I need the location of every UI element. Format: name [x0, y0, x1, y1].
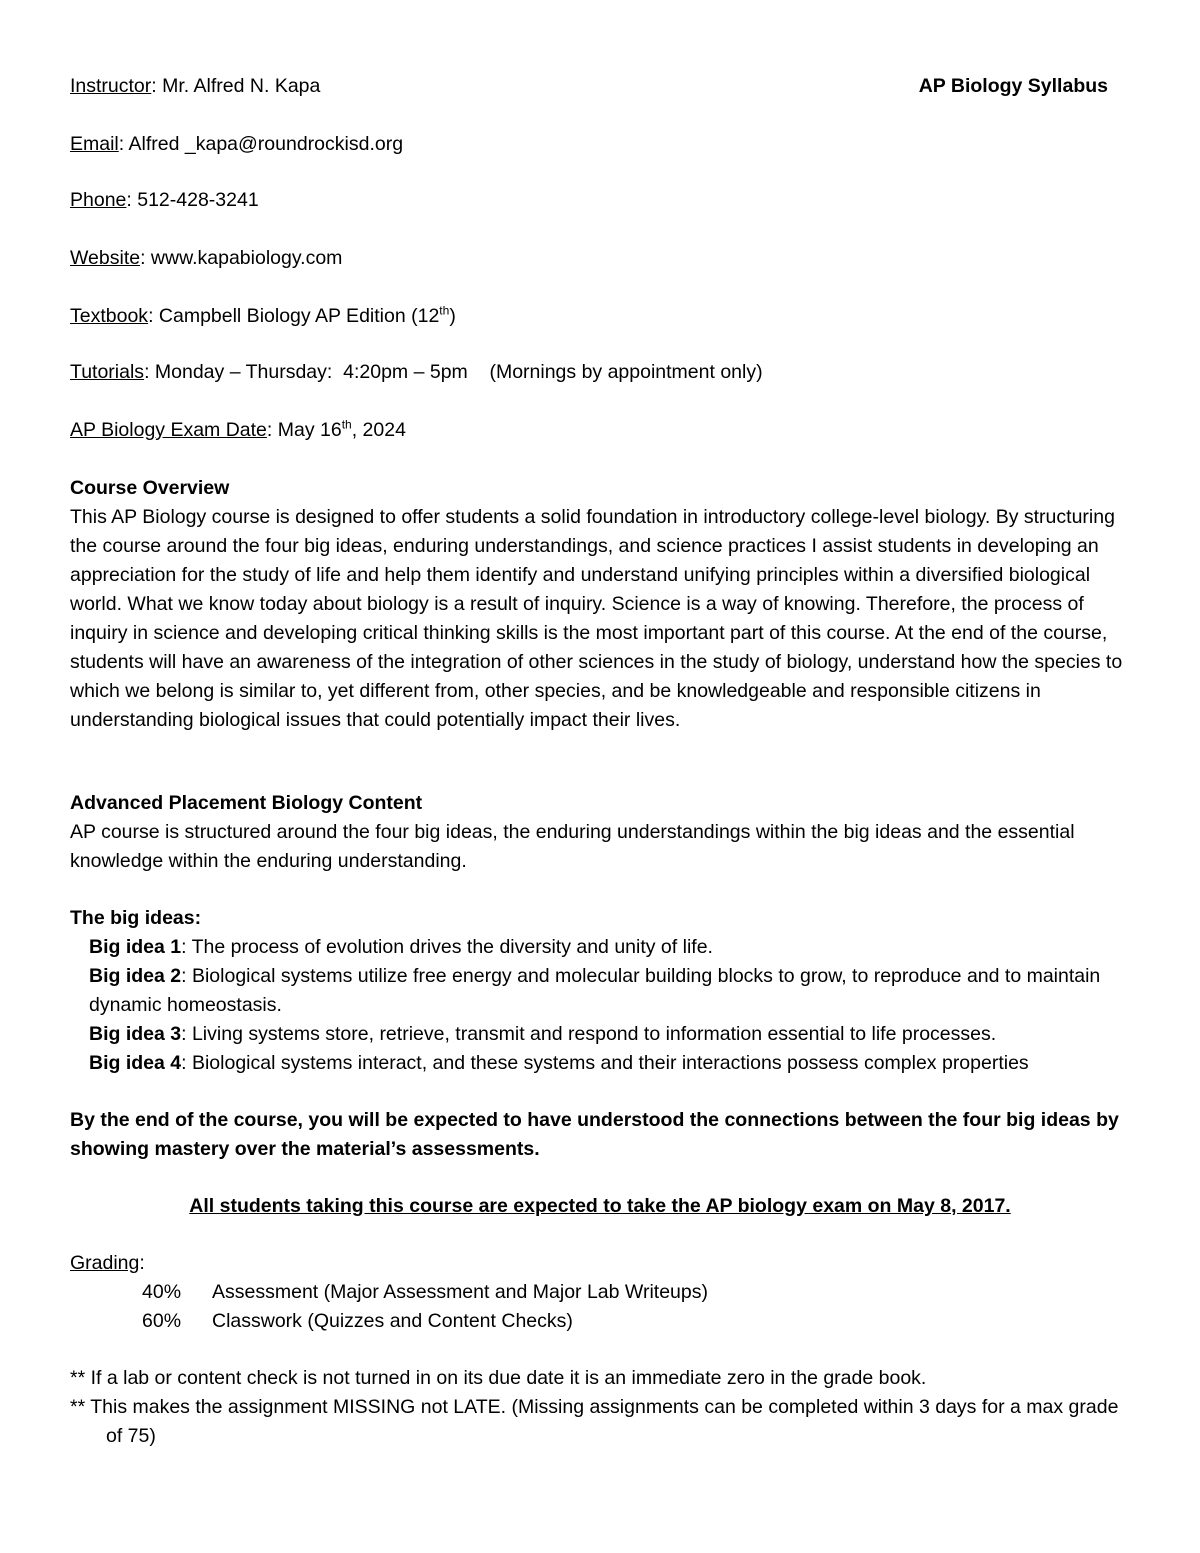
course-overview-body: This AP Biology course is designed to offer students a solid foundation in introductory college-level biology. By structuring the course around the four big ideas, enduring understandings, and science practices I assist students in developing an appreciation for the study of life and help them identify and understand unifying principles within a diversified biological world. What we know today about biology is a result of inquiry. Science is a way of knowing. Therefore, the process of inquiry in science and developing critical thinking skills is the most important part of this course. At the end of the course, students will have an awareness of the integration of other sciences in the study of biology, understand how the species to which we belong is similar to, yet different from, other species, and be knowledgeable and responsible citizens in understanding biological issues that could potentially impact their lives.	[70, 506, 1123, 731]
big-ideas-heading: The big ideas:	[70, 907, 202, 929]
website-value: : www.kapabiology.com	[140, 247, 343, 269]
tutorials-label: Tutorials	[70, 361, 145, 383]
email-line	[70, 130, 1130, 159]
big-idea-label: Big idea 2	[89, 965, 182, 987]
course-overview-section	[70, 474, 1135, 735]
textbook-line	[70, 302, 1130, 331]
grading-percent: 60%	[142, 1310, 182, 1332]
phone-value: : 512-428-3241	[126, 189, 259, 211]
grading-heading	[70, 1249, 1130, 1278]
website-line	[70, 244, 1130, 273]
big-idea-label: Big idea 3	[89, 1023, 182, 1045]
big-idea-text: : Biological systems utilize free energy and molecular building blocks to grow, to reproduce and to maintain dynamic homeostasis.	[89, 965, 1101, 1016]
big-ideas-section	[70, 904, 1135, 1078]
textbook-superscript: th	[439, 303, 450, 318]
course-overview-heading: Course Overview	[70, 477, 230, 499]
textbook-label: Textbook	[70, 305, 149, 327]
tutorials-line	[70, 358, 1130, 387]
instructor-value: : Mr. Alfred N. Kapa	[151, 75, 321, 97]
grading-description: Classwork (Quizzes and Content Checks)	[212, 1310, 573, 1332]
grading-colon: :	[139, 1252, 145, 1274]
instructor-label: Instructor	[70, 75, 152, 97]
website-label: Website	[70, 247, 141, 269]
big-idea-item	[70, 1020, 1135, 1049]
grading-row	[142, 1278, 708, 1307]
document-title: AP Biology Syllabus	[918, 75, 1108, 97]
big-idea-item	[70, 933, 1135, 962]
big-idea-label: Big idea 4	[89, 1052, 182, 1074]
exam-date-superscript: th	[341, 417, 352, 432]
exam-date-line	[70, 416, 1130, 445]
email-value: : Alfred _kapa@roundrockisd.org	[118, 133, 404, 155]
grading-row	[142, 1307, 573, 1336]
phone-line	[70, 186, 1130, 215]
textbook-value: : Campbell Biology AP Edition (12	[148, 305, 440, 327]
ap-content-section	[70, 789, 1135, 876]
big-idea-label: Big idea 1	[89, 936, 182, 958]
textbook-value-end: )	[449, 305, 456, 327]
big-idea-text: : Living systems store, retrieve, transmit and respond to information essential to life processes.	[181, 1023, 997, 1045]
ap-content-heading: Advanced Placement Biology Content	[70, 792, 423, 814]
grading-percent: 40%	[142, 1281, 182, 1303]
phone-label: Phone	[70, 189, 127, 211]
tutorials-value: : Monday – Thursday: 4:20pm – 5pm (Mornings by appointment only)	[144, 361, 763, 383]
late-policy-note	[70, 1364, 1140, 1451]
expectation-statement: By the end of the course, you will be expected to have understood the connections between the four big ideas by showing mastery over the material’s assessments.	[70, 1109, 1119, 1160]
exam-date-value-end: , 2024	[351, 419, 406, 441]
grading-label: Grading	[70, 1252, 140, 1274]
big-idea-text: : The process of evolution drives the diversity and unity of life.	[181, 936, 713, 958]
instructor-line	[70, 72, 1130, 101]
note-item: ** If a lab or content check is not turned in on its due date it is an immediate zero in the grade book.	[70, 1367, 927, 1389]
big-idea-item	[70, 962, 1135, 1020]
email-label: Email	[70, 133, 119, 155]
ap-content-body: AP course is structured around the four big ideas, the enduring understandings within the big ideas and the essential knowledge within the enduring understanding.	[70, 821, 1075, 872]
big-idea-item	[70, 1049, 1135, 1078]
note-item: ** This makes the assignment MISSING not LATE. (Missing assignments can be completed within 3 days for a max grade of 75)	[70, 1396, 1119, 1447]
exam-date-label: AP Biology Exam Date	[70, 419, 267, 441]
exam-date-value: : May 16	[266, 419, 342, 441]
grading-description: Assessment (Major Assessment and Major Lab Writeups)	[212, 1281, 708, 1303]
big-idea-text: : Biological systems interact, and these systems and their interactions possess complex properties	[181, 1052, 1029, 1074]
exam-notice: All students taking this course are expected to take the AP biology exam on May 8, 2017.	[189, 1195, 1011, 1217]
